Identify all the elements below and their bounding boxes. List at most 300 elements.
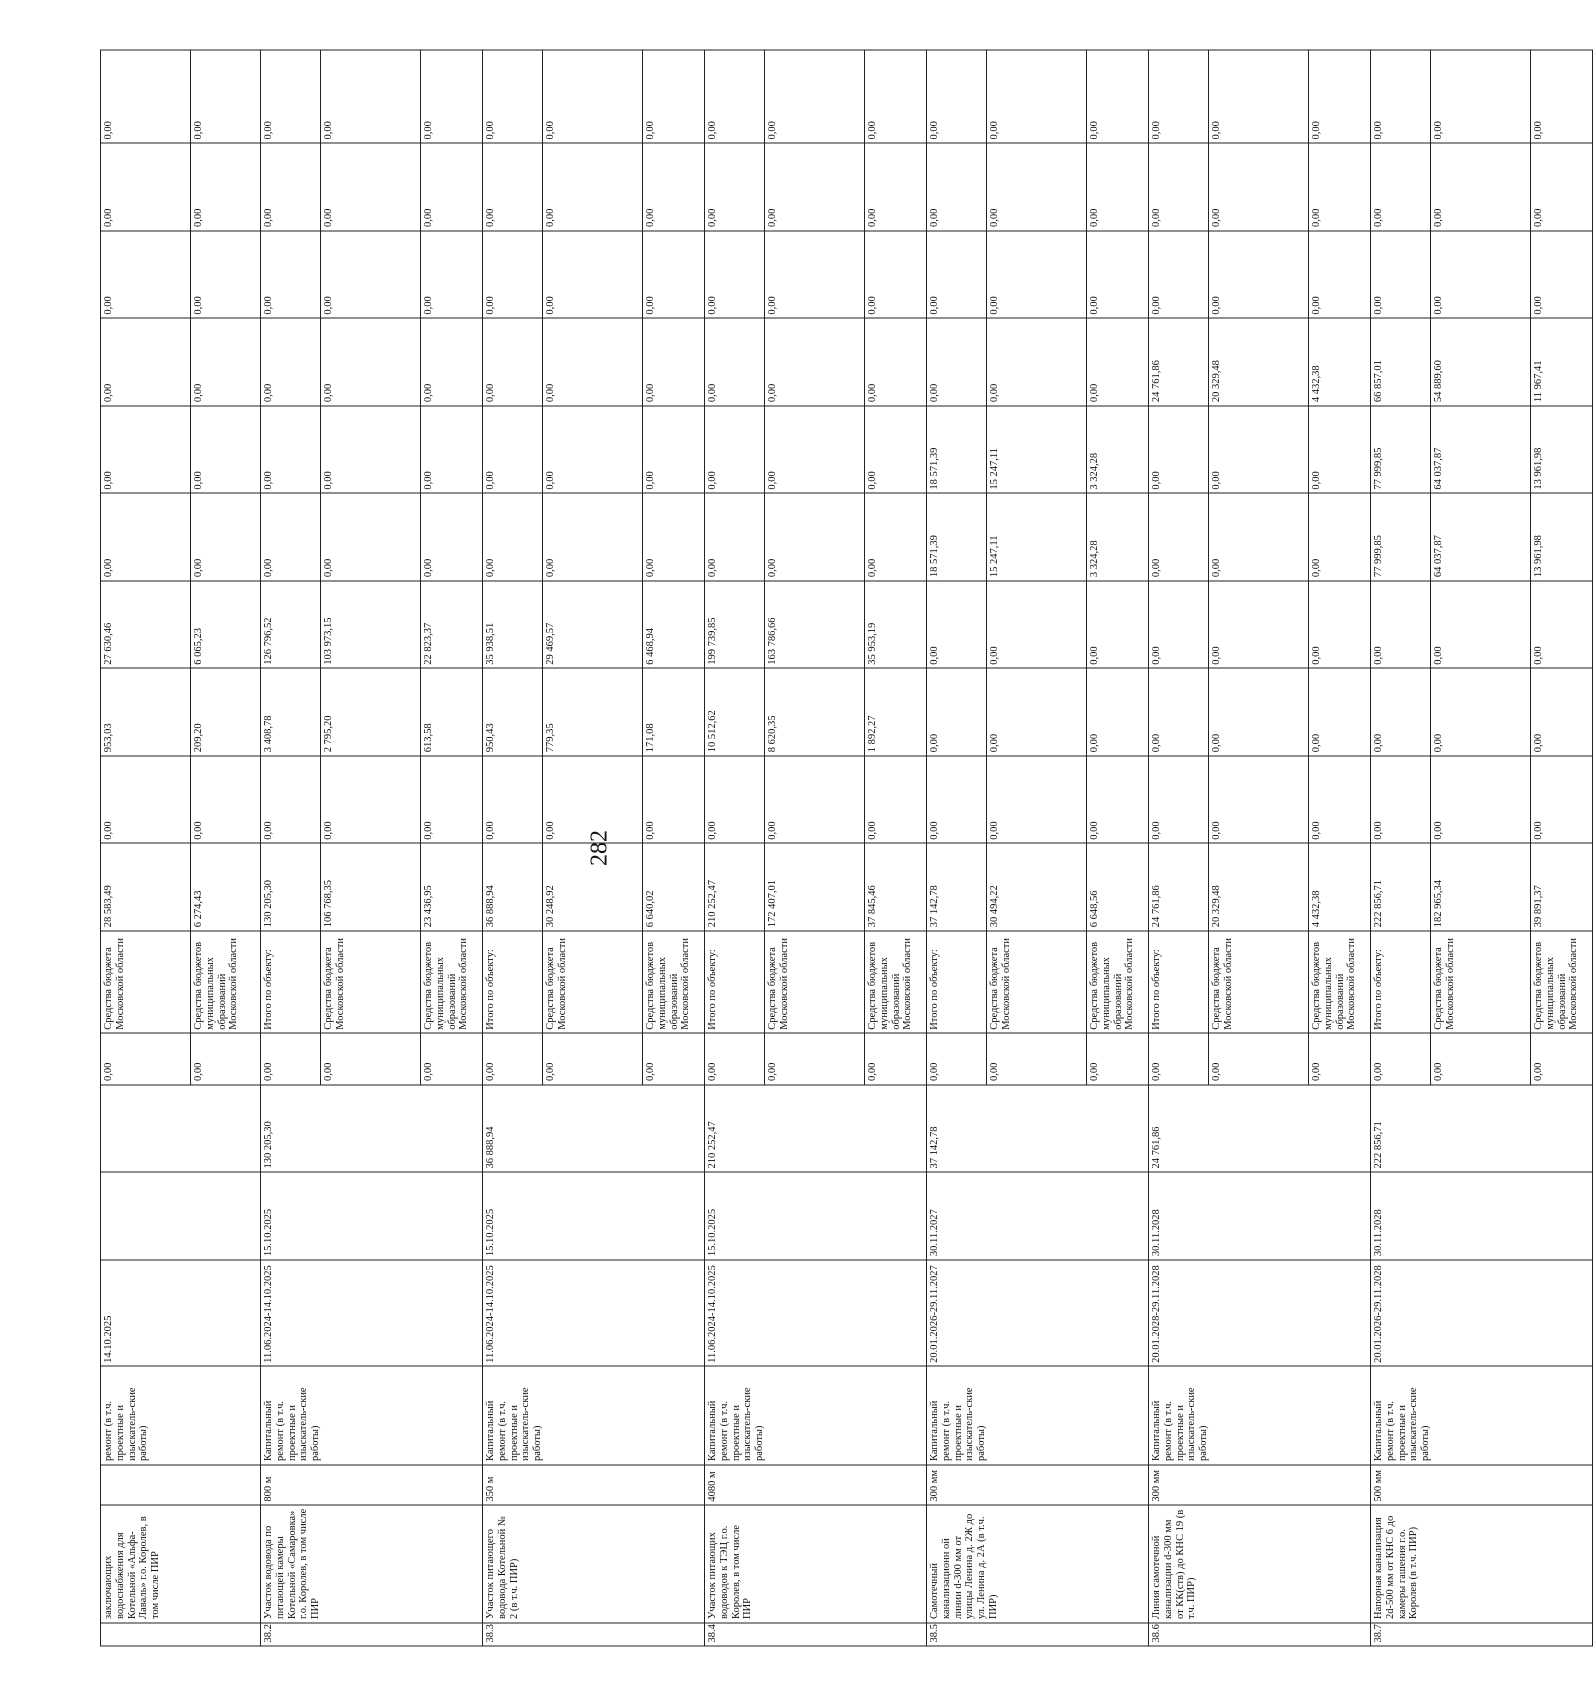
value-cell: 0,00 bbox=[927, 1033, 987, 1084]
value-cell: 0,00 bbox=[421, 1033, 483, 1084]
amount-total: 37 845,46 bbox=[865, 843, 927, 931]
value-cell: 0,00 bbox=[101, 1033, 191, 1084]
amount-c3: 0,00 bbox=[1431, 50, 1531, 143]
amount-y2028: 0,00 bbox=[765, 406, 865, 494]
amount-y2024: 0,00 bbox=[765, 756, 865, 844]
object-capacity: 300 мм bbox=[1149, 1465, 1371, 1506]
amount-y2025: 171,08 bbox=[643, 668, 705, 756]
amount-c1: 0,00 bbox=[1087, 231, 1149, 319]
amount-c1: 0,00 bbox=[1309, 231, 1371, 319]
value-cell: 0,00 bbox=[705, 1033, 765, 1084]
object-capacity: 350 м bbox=[483, 1465, 705, 1506]
work-period: 20.01.2028-29.11.2028 bbox=[1149, 1260, 1371, 1367]
amount-c2: 0,00 bbox=[927, 143, 987, 231]
value-cell: 0,00 bbox=[321, 1033, 421, 1084]
funding-source: Средства бюджетов муниципальных образований Московской области bbox=[1531, 931, 1593, 1033]
table-row bbox=[101, 50, 191, 1646]
amount-y2027: 0,00 bbox=[865, 493, 927, 581]
funding-source: Средства бюджетов муниципальных образований Московской области bbox=[1087, 931, 1149, 1033]
amount-c1: 0,00 bbox=[321, 231, 421, 319]
amount-y2028: 0,00 bbox=[865, 406, 927, 494]
amount-y2026: 6 065,23 bbox=[191, 581, 261, 669]
amount-y2028: 0,00 bbox=[321, 406, 421, 494]
amount-y2024: 0,00 bbox=[1087, 756, 1149, 844]
amount-c3: 0,00 bbox=[1087, 50, 1149, 143]
amount-y2027: 64 037,87 bbox=[1431, 493, 1531, 581]
amount-y2027: 18 571,39 bbox=[927, 493, 987, 581]
amount-total: 106 768,35 bbox=[321, 843, 421, 931]
amount-y2025: 209,20 bbox=[191, 668, 261, 756]
value-cell: 0,00 bbox=[1431, 1033, 1531, 1084]
object-cost: 130 205,30 bbox=[261, 1085, 483, 1173]
amount-y2024: 0,00 bbox=[261, 756, 321, 844]
amount-y2024: 0,00 bbox=[483, 756, 543, 844]
work-type: Капитальный ремонт (в т.ч. проектные и изыскатель-ские работы) bbox=[261, 1366, 483, 1464]
amount-y2028: 77 999,85 bbox=[1371, 406, 1431, 494]
value-cell: 0,00 bbox=[643, 1033, 705, 1084]
amount-y2024: 0,00 bbox=[101, 756, 191, 844]
amount-y2026: 0,00 bbox=[1087, 581, 1149, 669]
object-capacity: 800 м bbox=[261, 1465, 483, 1506]
amount-y2028: 0,00 bbox=[483, 406, 543, 494]
work-period: 14.10.2025 bbox=[101, 1260, 261, 1367]
amount-y2024: 0,00 bbox=[705, 756, 765, 844]
value-cell: 0,00 bbox=[1087, 1033, 1149, 1084]
amount-c2: 0,00 bbox=[987, 143, 1087, 231]
amount-y2025: 3 408,78 bbox=[261, 668, 321, 756]
amount-total: 6 274,43 bbox=[191, 843, 261, 931]
funding-source: Средства бюджета Московской области bbox=[101, 931, 191, 1033]
amount-y2027: 0,00 bbox=[643, 493, 705, 581]
value-cell: 0,00 bbox=[1309, 1033, 1371, 1084]
amount-total: 39 891,37 bbox=[1531, 843, 1593, 931]
amount-y2029: 0,00 bbox=[765, 318, 865, 406]
amount-y2026: 0,00 bbox=[927, 581, 987, 669]
amount-y2024: 0,00 bbox=[927, 756, 987, 844]
amount-c1: 0,00 bbox=[543, 231, 643, 319]
amount-y2027: 0,00 bbox=[705, 493, 765, 581]
amount-y2027: 0,00 bbox=[1309, 493, 1371, 581]
amount-y2029: 0,00 bbox=[1087, 318, 1149, 406]
amount-y2024: 0,00 bbox=[421, 756, 483, 844]
object-capacity bbox=[101, 1465, 261, 1506]
amount-y2029: 4 432,38 bbox=[1309, 318, 1371, 406]
work-type: Капитальный ремонт (в т.ч. проектные и изыскатель-ские работы) bbox=[1149, 1366, 1371, 1464]
amount-c2: 0,00 bbox=[543, 143, 643, 231]
amount-c3: 0,00 bbox=[483, 50, 543, 143]
amount-y2024: 0,00 bbox=[1531, 756, 1593, 844]
amount-c3: 0,00 bbox=[1531, 50, 1593, 143]
amount-c2: 0,00 bbox=[1209, 143, 1309, 231]
work-type: ремонт (в т.ч. проектные и изыскатель-ские работы) bbox=[101, 1366, 261, 1464]
amount-c2: 0,00 bbox=[483, 143, 543, 231]
amount-y2027: 0,00 bbox=[261, 493, 321, 581]
amount-c3: 0,00 bbox=[705, 50, 765, 143]
amount-y2026: 0,00 bbox=[1149, 581, 1209, 669]
funding-source: Средства бюджета Московской области bbox=[543, 931, 643, 1033]
amount-y2028: 0,00 bbox=[643, 406, 705, 494]
amount-c1: 0,00 bbox=[1531, 231, 1593, 319]
value-cell: 0,00 bbox=[1209, 1033, 1309, 1084]
amount-c2: 0,00 bbox=[1309, 143, 1371, 231]
amount-y2029: 20 329,48 bbox=[1209, 318, 1309, 406]
funding-source: Средства бюджетов муниципальных образований Московской области bbox=[191, 931, 261, 1033]
investment-table bbox=[100, 50, 1593, 1647]
amount-y2024: 0,00 bbox=[865, 756, 927, 844]
amount-y2025: 953,03 bbox=[101, 668, 191, 756]
amount-c3: 0,00 bbox=[421, 50, 483, 143]
amount-y2025: 950,43 bbox=[483, 668, 543, 756]
amount-y2024: 0,00 bbox=[191, 756, 261, 844]
amount-y2026: 35 953,19 bbox=[865, 581, 927, 669]
amount-y2027: 77 999,85 bbox=[1371, 493, 1431, 581]
amount-y2025: 1 892,27 bbox=[865, 668, 927, 756]
amount-y2028: 0,00 bbox=[543, 406, 643, 494]
object-name: Напорная канализация 2d-500 мм от КНС 6 до камеры гашения г.о. Королев (в т.ч. ПИР) bbox=[1371, 1505, 1593, 1622]
amount-c1: 0,00 bbox=[987, 231, 1087, 319]
amount-y2026: 29 469,57 bbox=[543, 581, 643, 669]
amount-c3: 0,00 bbox=[765, 50, 865, 143]
value-cell: 0,00 bbox=[1149, 1033, 1209, 1084]
amount-c1: 0,00 bbox=[865, 231, 927, 319]
work-type: Капитальный ремонт (в т.ч. проектные и изыскатель-ские работы) bbox=[1371, 1366, 1593, 1464]
amount-c2: 0,00 bbox=[1431, 143, 1531, 231]
amount-y2028: 0,00 bbox=[421, 406, 483, 494]
amount-y2027: 0,00 bbox=[421, 493, 483, 581]
funding-source: Средства бюджетов муниципальных образований Московской области bbox=[865, 931, 927, 1033]
funding-source: Итого по объекту: bbox=[705, 931, 765, 1033]
amount-y2028: 0,00 bbox=[101, 406, 191, 494]
amount-c1: 0,00 bbox=[765, 231, 865, 319]
amount-c1: 0,00 bbox=[1431, 231, 1531, 319]
amount-y2026: 35 938,51 bbox=[483, 581, 543, 669]
amount-y2029: 0,00 bbox=[643, 318, 705, 406]
amount-y2027: 0,00 bbox=[1209, 493, 1309, 581]
end-date: 30.11.2028 bbox=[1149, 1172, 1371, 1260]
amount-total: 172 407,01 bbox=[765, 843, 865, 931]
amount-c1: 0,00 bbox=[927, 231, 987, 319]
amount-y2025: 10 512,62 bbox=[705, 668, 765, 756]
amount-c2: 0,00 bbox=[643, 143, 705, 231]
amount-y2028: 3 324,28 bbox=[1087, 406, 1149, 494]
amount-y2025: 0,00 bbox=[1531, 668, 1593, 756]
amount-y2024: 0,00 bbox=[987, 756, 1087, 844]
amount-c3: 0,00 bbox=[643, 50, 705, 143]
value-cell: 0,00 bbox=[1371, 1033, 1431, 1084]
table-row bbox=[483, 50, 543, 1646]
end-date: 30.11.2028 bbox=[1371, 1172, 1593, 1260]
amount-total: 30 248,92 bbox=[543, 843, 643, 931]
amount-y2029: 0,00 bbox=[483, 318, 543, 406]
amount-y2029: 0,00 bbox=[927, 318, 987, 406]
amount-c2: 0,00 bbox=[421, 143, 483, 231]
value-cell: 0,00 bbox=[483, 1033, 543, 1084]
amount-y2028: 0,00 bbox=[261, 406, 321, 494]
amount-y2028: 0,00 bbox=[1209, 406, 1309, 494]
work-period: 11.06.2024-14.10.2025 bbox=[705, 1260, 927, 1367]
amount-c2: 0,00 bbox=[321, 143, 421, 231]
amount-c2: 0,00 bbox=[261, 143, 321, 231]
amount-y2025: 0,00 bbox=[927, 668, 987, 756]
amount-c3: 0,00 bbox=[865, 50, 927, 143]
funding-source: Средства бюджета Московской области bbox=[987, 931, 1087, 1033]
amount-y2025: 0,00 bbox=[987, 668, 1087, 756]
work-type: Капитальный ремонт (в т.ч. проектные и изыскатель-ские работы) bbox=[927, 1366, 1149, 1464]
amount-y2025: 0,00 bbox=[1149, 668, 1209, 756]
amount-y2029: 54 889,60 bbox=[1431, 318, 1531, 406]
amount-y2025: 779,35 bbox=[543, 668, 643, 756]
object-name: заключающих водоснабжения для Котельной «Альфа-Лаваль» г.о. Королев, в том числе ПИР bbox=[101, 1505, 261, 1622]
item-number: 38.5 bbox=[927, 1623, 1149, 1646]
amount-y2027: 0,00 bbox=[191, 493, 261, 581]
amount-total: 23 436,95 bbox=[421, 843, 483, 931]
amount-y2024: 0,00 bbox=[1431, 756, 1531, 844]
value-cell: 0,00 bbox=[543, 1033, 643, 1084]
amount-total: 36 888,94 bbox=[483, 843, 543, 931]
amount-y2029: 0,00 bbox=[261, 318, 321, 406]
table-row bbox=[261, 50, 321, 1646]
table-row bbox=[1149, 50, 1209, 1646]
amount-c2: 0,00 bbox=[1531, 143, 1593, 231]
amount-y2024: 0,00 bbox=[643, 756, 705, 844]
end-date: 15.10.2025 bbox=[483, 1172, 705, 1260]
amount-y2028: 0,00 bbox=[191, 406, 261, 494]
amount-y2024: 0,00 bbox=[321, 756, 421, 844]
item-number: 38.4 bbox=[705, 1623, 927, 1646]
value-cell: 0,00 bbox=[261, 1033, 321, 1084]
item-number: 38.2 bbox=[261, 1623, 483, 1646]
table-row bbox=[705, 50, 765, 1646]
object-cost: 36 888,94 bbox=[483, 1085, 705, 1173]
amount-c1: 0,00 bbox=[261, 231, 321, 319]
amount-c3: 0,00 bbox=[543, 50, 643, 143]
amount-c3: 0,00 bbox=[101, 50, 191, 143]
amount-y2026: 199 739,85 bbox=[705, 581, 765, 669]
amount-y2024: 0,00 bbox=[1209, 756, 1309, 844]
amount-c3: 0,00 bbox=[987, 50, 1087, 143]
item-number: 38.3 bbox=[483, 1623, 705, 1646]
amount-y2026: 0,00 bbox=[1371, 581, 1431, 669]
amount-y2024: 0,00 bbox=[1309, 756, 1371, 844]
amount-c2: 0,00 bbox=[191, 143, 261, 231]
amount-y2026: 103 973,15 bbox=[321, 581, 421, 669]
amount-y2029: 0,00 bbox=[321, 318, 421, 406]
table-body bbox=[101, 50, 1593, 1646]
work-type: Капитальный ремонт (в т.ч. проектные и изыскатель-ские работы) bbox=[705, 1366, 927, 1464]
object-name: Участок питающего водовода Котельной № 2 (в т.ч. ПИР) bbox=[483, 1505, 705, 1622]
amount-y2025: 0,00 bbox=[1431, 668, 1531, 756]
amount-y2029: 0,00 bbox=[705, 318, 765, 406]
object-capacity: 4080 м bbox=[705, 1465, 927, 1506]
work-period: 20.01.2026-29.11.2028 bbox=[1371, 1260, 1593, 1367]
amount-c1: 0,00 bbox=[1371, 231, 1431, 319]
amount-y2029: 0,00 bbox=[101, 318, 191, 406]
amount-y2029: 66 857,01 bbox=[1371, 318, 1431, 406]
amount-c1: 0,00 bbox=[643, 231, 705, 319]
amount-y2027: 0,00 bbox=[1149, 493, 1209, 581]
object-name: Участок водовода по питающей камеры Котельной «Самаровка» г.о. Королев, в том числе ПИР bbox=[261, 1505, 483, 1622]
object-capacity: 300 мм bbox=[927, 1465, 1149, 1506]
work-period: 11.06.2024-14.10.2025 bbox=[483, 1260, 705, 1367]
amount-total: 20 329,48 bbox=[1209, 843, 1309, 931]
amount-total: 6 640,02 bbox=[643, 843, 705, 931]
amount-y2027: 0,00 bbox=[543, 493, 643, 581]
amount-y2028: 15 247,11 bbox=[987, 406, 1087, 494]
funding-source: Итого по объекту: bbox=[483, 931, 543, 1033]
object-name: Самотечный канализационн ой линии d-300 мм от улицы Ленина д. 2Ж до ул. Ленина д. 2А (в т.ч. ПИР) bbox=[927, 1505, 1149, 1622]
amount-c3: 0,00 bbox=[1371, 50, 1431, 143]
work-period: 20.01.2026-29.11.2027 bbox=[927, 1260, 1149, 1367]
amount-c3: 0,00 bbox=[927, 50, 987, 143]
value-cell: 0,00 bbox=[191, 1033, 261, 1084]
amount-y2027: 0,00 bbox=[765, 493, 865, 581]
amount-y2026: 126 796,52 bbox=[261, 581, 321, 669]
amount-y2029: 0,00 bbox=[865, 318, 927, 406]
amount-y2026: 0,00 bbox=[987, 581, 1087, 669]
amount-c1: 0,00 bbox=[705, 231, 765, 319]
amount-y2027: 15 247,11 bbox=[987, 493, 1087, 581]
value-cell: 0,00 bbox=[765, 1033, 865, 1084]
amount-total: 28 583,49 bbox=[101, 843, 191, 931]
amount-y2029: 0,00 bbox=[421, 318, 483, 406]
funding-source: Средства бюджетов муниципальных образований Московской области bbox=[643, 931, 705, 1033]
amount-y2026: 22 823,37 bbox=[421, 581, 483, 669]
amount-y2025: 0,00 bbox=[1309, 668, 1371, 756]
amount-c1: 0,00 bbox=[191, 231, 261, 319]
amount-y2029: 0,00 bbox=[191, 318, 261, 406]
amount-c3: 0,00 bbox=[261, 50, 321, 143]
amount-y2025: 0,00 bbox=[1087, 668, 1149, 756]
object-cost: 24 761,86 bbox=[1149, 1085, 1371, 1173]
end-date: 30.11.2027 bbox=[927, 1172, 1149, 1260]
amount-c1: 0,00 bbox=[483, 231, 543, 319]
value-cell: 0,00 bbox=[1531, 1033, 1593, 1084]
amount-c2: 0,00 bbox=[705, 143, 765, 231]
object-cost bbox=[101, 1085, 261, 1173]
object-name: Линия самотечной канализации d-300 мм от КК(ств) до КНС 19 (в т.ч. ПИР) bbox=[1149, 1505, 1371, 1622]
work-type: Капитальный ремонт (в т.ч. проектные и изыскатель-ские работы) bbox=[483, 1366, 705, 1464]
amount-y2029: 24 761,86 bbox=[1149, 318, 1209, 406]
item-number: 38.7 bbox=[1371, 1623, 1593, 1646]
item-number: 38.6 bbox=[1149, 1623, 1371, 1646]
amount-y2025: 0,00 bbox=[1371, 668, 1431, 756]
amount-c3: 0,00 bbox=[191, 50, 261, 143]
amount-c1: 0,00 bbox=[1209, 231, 1309, 319]
page-number: 282 bbox=[586, 830, 613, 866]
amount-y2027: 3 324,28 bbox=[1087, 493, 1149, 581]
amount-c2: 0,00 bbox=[1087, 143, 1149, 231]
funding-source: Средства бюджетов муниципальных образований Московской области bbox=[1309, 931, 1371, 1033]
object-name: Участок питающих водоводов к ТЭЦ г.о. Королев, в том числе ПИР bbox=[705, 1505, 927, 1622]
rotated-page bbox=[100, 50, 1580, 1647]
amount-total: 210 252,47 bbox=[705, 843, 765, 931]
amount-total: 130 205,30 bbox=[261, 843, 321, 931]
amount-c3: 0,00 bbox=[321, 50, 421, 143]
end-date: 15.10.2025 bbox=[705, 1172, 927, 1260]
amount-total: 222 856,71 bbox=[1371, 843, 1431, 931]
amount-c2: 0,00 bbox=[101, 143, 191, 231]
amount-y2025: 2 795,20 bbox=[321, 668, 421, 756]
amount-c1: 0,00 bbox=[421, 231, 483, 319]
amount-y2026: 6 468,94 bbox=[643, 581, 705, 669]
value-cell: 0,00 bbox=[865, 1033, 927, 1084]
amount-y2028: 13 961,98 bbox=[1531, 406, 1593, 494]
end-date: 15.10.2025 bbox=[261, 1172, 483, 1260]
amount-y2028: 0,00 bbox=[1309, 406, 1371, 494]
amount-y2026: 0,00 bbox=[1309, 581, 1371, 669]
object-cost: 222 856,71 bbox=[1371, 1085, 1593, 1173]
amount-y2029: 0,00 bbox=[987, 318, 1087, 406]
amount-y2025: 8 620,35 bbox=[765, 668, 865, 756]
amount-total: 24 761,86 bbox=[1149, 843, 1209, 931]
table-row bbox=[927, 50, 987, 1646]
amount-y2027: 0,00 bbox=[483, 493, 543, 581]
amount-total: 6 648,56 bbox=[1087, 843, 1149, 931]
amount-c1: 0,00 bbox=[1149, 231, 1209, 319]
amount-total: 30 494,22 bbox=[987, 843, 1087, 931]
amount-c1: 0,00 bbox=[101, 231, 191, 319]
funding-source: Средства бюджета Московской области bbox=[1209, 931, 1309, 1033]
amount-c2: 0,00 bbox=[865, 143, 927, 231]
item-number bbox=[101, 1623, 261, 1646]
funding-source: Средства бюджетов муниципальных образований Московской области bbox=[421, 931, 483, 1033]
amount-y2028: 64 037,87 bbox=[1431, 406, 1531, 494]
amount-c3: 0,00 bbox=[1309, 50, 1371, 143]
amount-y2028: 0,00 bbox=[1149, 406, 1209, 494]
amount-y2026: 163 786,66 bbox=[765, 581, 865, 669]
value-cell: 0,00 bbox=[987, 1033, 1087, 1084]
funding-source: Итого по объекту: bbox=[927, 931, 987, 1033]
amount-c3: 0,00 bbox=[1209, 50, 1309, 143]
amount-y2028: 18 571,39 bbox=[927, 406, 987, 494]
amount-y2026: 27 630,46 bbox=[101, 581, 191, 669]
amount-y2026: 0,00 bbox=[1431, 581, 1531, 669]
amount-total: 4 432,38 bbox=[1309, 843, 1371, 931]
funding-source: Итого по объекту: bbox=[1371, 931, 1431, 1033]
amount-y2028: 0,00 bbox=[705, 406, 765, 494]
amount-y2026: 0,00 bbox=[1209, 581, 1309, 669]
funding-source: Итого по объекту: bbox=[1149, 931, 1209, 1033]
amount-y2025: 613,58 bbox=[421, 668, 483, 756]
table-row bbox=[1371, 50, 1431, 1646]
amount-c2: 0,00 bbox=[1371, 143, 1431, 231]
amount-y2024: 0,00 bbox=[1371, 756, 1431, 844]
object-cost: 37 142,78 bbox=[927, 1085, 1149, 1173]
amount-total: 182 965,34 bbox=[1431, 843, 1531, 931]
funding-source: Итого по объекту: bbox=[261, 931, 321, 1033]
amount-y2029: 0,00 bbox=[543, 318, 643, 406]
funding-source: Средства бюджета Московской области bbox=[1431, 931, 1531, 1033]
amount-total: 37 142,78 bbox=[927, 843, 987, 931]
amount-c2: 0,00 bbox=[765, 143, 865, 231]
end-date bbox=[101, 1172, 261, 1260]
amount-y2024: 0,00 bbox=[1149, 756, 1209, 844]
object-capacity: 500 мм bbox=[1371, 1465, 1593, 1506]
funding-source: Средства бюджета Московской области bbox=[321, 931, 421, 1033]
amount-y2024: 0,00 bbox=[543, 756, 643, 844]
amount-y2025: 0,00 bbox=[1209, 668, 1309, 756]
work-period: 11.06.2024-14.10.2025 bbox=[261, 1260, 483, 1367]
amount-c3: 0,00 bbox=[1149, 50, 1209, 143]
amount-c2: 0,00 bbox=[1149, 143, 1209, 231]
amount-y2029: 11 967,41 bbox=[1531, 318, 1593, 406]
amount-y2027: 0,00 bbox=[321, 493, 421, 581]
amount-y2027: 13 961,98 bbox=[1531, 493, 1593, 581]
object-cost: 210 252,47 bbox=[705, 1085, 927, 1173]
funding-source: Средства бюджета Московской области bbox=[765, 931, 865, 1033]
amount-y2026: 0,00 bbox=[1531, 581, 1593, 669]
amount-y2027: 0,00 bbox=[101, 493, 191, 581]
